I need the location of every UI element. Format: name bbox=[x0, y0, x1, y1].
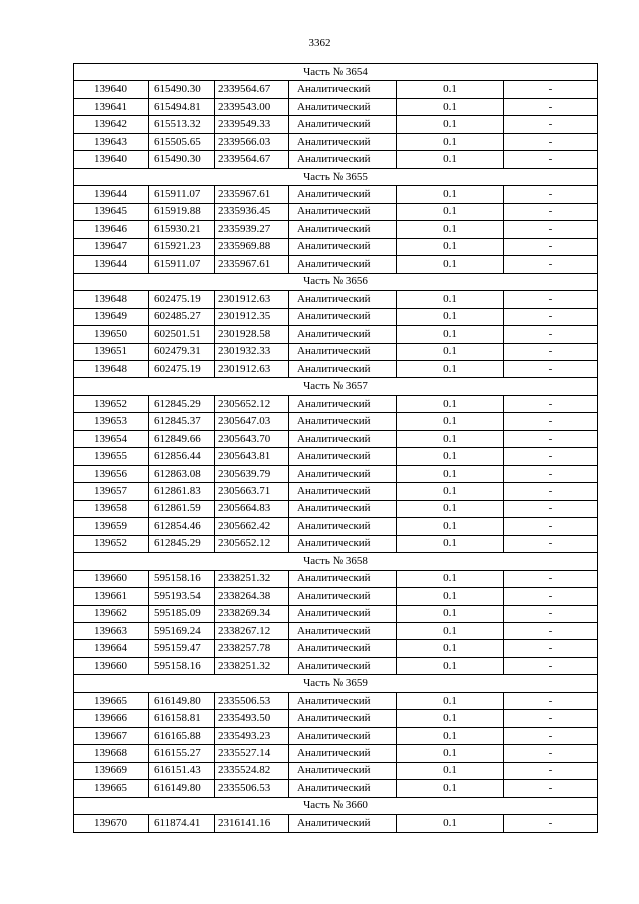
x-coordinate-cell: 615919.88 bbox=[149, 203, 215, 220]
x-coordinate-cell: 602479.31 bbox=[149, 343, 215, 360]
note-cell: - bbox=[504, 518, 598, 535]
point-number-cell: 139647 bbox=[74, 238, 149, 255]
point-number-cell: 139642 bbox=[74, 116, 149, 133]
y-coordinate-cell: 2335967.61 bbox=[215, 186, 289, 203]
accuracy-cell: 0.1 bbox=[397, 203, 504, 220]
y-coordinate-cell: 2339543.00 bbox=[215, 98, 289, 115]
note-cell: - bbox=[504, 570, 598, 587]
x-coordinate-cell: 616149.80 bbox=[149, 780, 215, 797]
table-row bbox=[74, 133, 598, 150]
note-cell: - bbox=[504, 465, 598, 482]
method-cell: Аналитический bbox=[289, 360, 397, 377]
x-coordinate-cell: 612845.29 bbox=[149, 535, 215, 552]
method-cell: Аналитический bbox=[289, 221, 397, 238]
table-row bbox=[74, 710, 598, 727]
y-coordinate-cell: 2305652.12 bbox=[215, 395, 289, 412]
note-cell: - bbox=[504, 657, 598, 674]
note-cell: - bbox=[504, 291, 598, 308]
point-number-cell: 139662 bbox=[74, 605, 149, 622]
y-coordinate-cell: 2339549.33 bbox=[215, 116, 289, 133]
point-number-cell: 139646 bbox=[74, 221, 149, 238]
point-number-cell: 139666 bbox=[74, 710, 149, 727]
table-row bbox=[74, 692, 598, 709]
y-coordinate-cell: 2335524.82 bbox=[215, 762, 289, 779]
coordinates-table bbox=[73, 63, 598, 833]
accuracy-cell: 0.1 bbox=[397, 238, 504, 255]
method-cell: Аналитический bbox=[289, 815, 397, 832]
accuracy-cell: 0.1 bbox=[397, 570, 504, 587]
accuracy-cell: 0.1 bbox=[397, 291, 504, 308]
table-row bbox=[74, 238, 598, 255]
note-cell: - bbox=[504, 98, 598, 115]
y-coordinate-cell: 2335939.27 bbox=[215, 221, 289, 238]
y-coordinate-cell: 2335936.45 bbox=[215, 203, 289, 220]
note-cell: - bbox=[504, 483, 598, 500]
point-number-cell: 139652 bbox=[74, 535, 149, 552]
y-coordinate-cell: 2301912.35 bbox=[215, 308, 289, 325]
section-header-row bbox=[74, 64, 598, 81]
x-coordinate-cell: 612856.44 bbox=[149, 448, 215, 465]
point-number-cell: 139641 bbox=[74, 98, 149, 115]
y-coordinate-cell: 2335506.53 bbox=[215, 692, 289, 709]
method-cell: Аналитический bbox=[289, 203, 397, 220]
accuracy-cell: 0.1 bbox=[397, 815, 504, 832]
y-coordinate-cell: 2338269.34 bbox=[215, 605, 289, 622]
x-coordinate-cell: 612861.83 bbox=[149, 483, 215, 500]
x-coordinate-cell: 595169.24 bbox=[149, 623, 215, 640]
note-cell: - bbox=[504, 308, 598, 325]
point-number-cell: 139667 bbox=[74, 727, 149, 744]
accuracy-cell: 0.1 bbox=[397, 640, 504, 657]
point-number-cell: 139648 bbox=[74, 360, 149, 377]
table-row bbox=[74, 500, 598, 517]
note-cell: - bbox=[504, 395, 598, 412]
point-number-cell: 139668 bbox=[74, 745, 149, 762]
point-number-cell: 139660 bbox=[74, 570, 149, 587]
accuracy-cell: 0.1 bbox=[397, 326, 504, 343]
table-row bbox=[74, 605, 598, 622]
y-coordinate-cell: 2335527.14 bbox=[215, 745, 289, 762]
table-row bbox=[74, 395, 598, 412]
x-coordinate-cell: 615490.30 bbox=[149, 81, 215, 98]
accuracy-cell: 0.1 bbox=[397, 256, 504, 273]
point-number-cell: 139660 bbox=[74, 657, 149, 674]
accuracy-cell: 0.1 bbox=[397, 710, 504, 727]
note-cell: - bbox=[504, 710, 598, 727]
point-number-cell: 139651 bbox=[74, 343, 149, 360]
point-number-cell: 139664 bbox=[74, 640, 149, 657]
method-cell: Аналитический bbox=[289, 745, 397, 762]
accuracy-cell: 0.1 bbox=[397, 343, 504, 360]
accuracy-cell: 0.1 bbox=[397, 186, 504, 203]
method-cell: Аналитический bbox=[289, 570, 397, 587]
table-row bbox=[74, 430, 598, 447]
x-coordinate-cell: 615490.30 bbox=[149, 151, 215, 168]
point-number-cell: 139640 bbox=[74, 81, 149, 98]
section-header-row bbox=[74, 675, 598, 692]
method-cell: Аналитический bbox=[289, 98, 397, 115]
table-row bbox=[74, 413, 598, 430]
table-row bbox=[74, 657, 598, 674]
x-coordinate-cell: 595193.54 bbox=[149, 588, 215, 605]
point-number-cell: 139650 bbox=[74, 326, 149, 343]
accuracy-cell: 0.1 bbox=[397, 745, 504, 762]
accuracy-cell: 0.1 bbox=[397, 448, 504, 465]
y-coordinate-cell: 2301912.63 bbox=[215, 291, 289, 308]
x-coordinate-cell: 595185.09 bbox=[149, 605, 215, 622]
method-cell: Аналитический bbox=[289, 326, 397, 343]
accuracy-cell: 0.1 bbox=[397, 623, 504, 640]
note-cell: - bbox=[504, 815, 598, 832]
point-number-cell: 139654 bbox=[74, 430, 149, 447]
table-row bbox=[74, 98, 598, 115]
table-row bbox=[74, 623, 598, 640]
method-cell: Аналитический bbox=[289, 133, 397, 150]
method-cell: Аналитический bbox=[289, 483, 397, 500]
table-row bbox=[74, 256, 598, 273]
note-cell: - bbox=[504, 116, 598, 133]
table-row bbox=[74, 640, 598, 657]
x-coordinate-cell: 612854.46 bbox=[149, 518, 215, 535]
accuracy-cell: 0.1 bbox=[397, 605, 504, 622]
y-coordinate-cell: 2335967.61 bbox=[215, 256, 289, 273]
x-coordinate-cell: 595159.47 bbox=[149, 640, 215, 657]
method-cell: Аналитический bbox=[289, 640, 397, 657]
accuracy-cell: 0.1 bbox=[397, 151, 504, 168]
note-cell: - bbox=[504, 762, 598, 779]
table-row bbox=[74, 745, 598, 762]
method-cell: Аналитический bbox=[289, 395, 397, 412]
y-coordinate-cell: 2338251.32 bbox=[215, 570, 289, 587]
method-cell: Аналитический bbox=[289, 727, 397, 744]
accuracy-cell: 0.1 bbox=[397, 360, 504, 377]
x-coordinate-cell: 615930.21 bbox=[149, 221, 215, 238]
table-row bbox=[74, 308, 598, 325]
x-coordinate-cell: 612845.37 bbox=[149, 413, 215, 430]
table-row bbox=[74, 762, 598, 779]
accuracy-cell: 0.1 bbox=[397, 413, 504, 430]
note-cell: - bbox=[504, 745, 598, 762]
x-coordinate-cell: 602501.51 bbox=[149, 326, 215, 343]
accuracy-cell: 0.1 bbox=[397, 692, 504, 709]
section-title: Часть № 3659 bbox=[74, 675, 598, 692]
table-row bbox=[74, 203, 598, 220]
x-coordinate-cell: 616158.81 bbox=[149, 710, 215, 727]
page-number: 3362 bbox=[308, 37, 331, 49]
table-row bbox=[74, 780, 598, 797]
y-coordinate-cell: 2305647.03 bbox=[215, 413, 289, 430]
method-cell: Аналитический bbox=[289, 500, 397, 517]
section-title: Часть № 3657 bbox=[74, 378, 598, 395]
point-number-cell: 139648 bbox=[74, 291, 149, 308]
x-coordinate-cell: 616149.80 bbox=[149, 692, 215, 709]
table-row bbox=[74, 116, 598, 133]
accuracy-cell: 0.1 bbox=[397, 483, 504, 500]
point-number-cell: 139649 bbox=[74, 308, 149, 325]
table-row bbox=[74, 465, 598, 482]
accuracy-cell: 0.1 bbox=[397, 116, 504, 133]
y-coordinate-cell: 2301932.33 bbox=[215, 343, 289, 360]
y-coordinate-cell: 2305643.81 bbox=[215, 448, 289, 465]
accuracy-cell: 0.1 bbox=[397, 588, 504, 605]
method-cell: Аналитический bbox=[289, 692, 397, 709]
note-cell: - bbox=[504, 588, 598, 605]
y-coordinate-cell: 2338251.32 bbox=[215, 657, 289, 674]
x-coordinate-cell: 615921.23 bbox=[149, 238, 215, 255]
method-cell: Аналитический bbox=[289, 465, 397, 482]
x-coordinate-cell: 615513.32 bbox=[149, 116, 215, 133]
accuracy-cell: 0.1 bbox=[397, 465, 504, 482]
note-cell: - bbox=[504, 186, 598, 203]
y-coordinate-cell: 2339566.03 bbox=[215, 133, 289, 150]
y-coordinate-cell: 2339564.67 bbox=[215, 151, 289, 168]
x-coordinate-cell: 602475.19 bbox=[149, 291, 215, 308]
point-number-cell: 139669 bbox=[74, 762, 149, 779]
method-cell: Аналитический bbox=[289, 710, 397, 727]
method-cell: Аналитический bbox=[289, 81, 397, 98]
accuracy-cell: 0.1 bbox=[397, 518, 504, 535]
section-title: Часть № 3658 bbox=[74, 553, 598, 570]
point-number-cell: 139645 bbox=[74, 203, 149, 220]
y-coordinate-cell: 2338267.12 bbox=[215, 623, 289, 640]
note-cell: - bbox=[504, 640, 598, 657]
x-coordinate-cell: 615911.07 bbox=[149, 186, 215, 203]
method-cell: Аналитический bbox=[289, 762, 397, 779]
method-cell: Аналитический bbox=[289, 588, 397, 605]
method-cell: Аналитический bbox=[289, 116, 397, 133]
point-number-cell: 139643 bbox=[74, 133, 149, 150]
accuracy-cell: 0.1 bbox=[397, 500, 504, 517]
table-row bbox=[74, 360, 598, 377]
method-cell: Аналитический bbox=[289, 605, 397, 622]
table-row bbox=[74, 326, 598, 343]
section-header-row bbox=[74, 797, 598, 814]
note-cell: - bbox=[504, 360, 598, 377]
method-cell: Аналитический bbox=[289, 780, 397, 797]
note-cell: - bbox=[504, 151, 598, 168]
x-coordinate-cell: 616155.27 bbox=[149, 745, 215, 762]
note-cell: - bbox=[504, 81, 598, 98]
y-coordinate-cell: 2335506.53 bbox=[215, 780, 289, 797]
y-coordinate-cell: 2305639.79 bbox=[215, 465, 289, 482]
point-number-cell: 139653 bbox=[74, 413, 149, 430]
table-row bbox=[74, 588, 598, 605]
table-row bbox=[74, 291, 598, 308]
method-cell: Аналитический bbox=[289, 623, 397, 640]
note-cell: - bbox=[504, 448, 598, 465]
table-row bbox=[74, 815, 598, 832]
method-cell: Аналитический bbox=[289, 186, 397, 203]
note-cell: - bbox=[504, 692, 598, 709]
method-cell: Аналитический bbox=[289, 308, 397, 325]
note-cell: - bbox=[504, 326, 598, 343]
accuracy-cell: 0.1 bbox=[397, 727, 504, 744]
y-coordinate-cell: 2305652.12 bbox=[215, 535, 289, 552]
note-cell: - bbox=[504, 500, 598, 517]
section-title: Часть № 3656 bbox=[74, 273, 598, 290]
section-title: Часть № 3655 bbox=[74, 168, 598, 185]
y-coordinate-cell: 2305662.42 bbox=[215, 518, 289, 535]
table-row bbox=[74, 151, 598, 168]
point-number-cell: 139655 bbox=[74, 448, 149, 465]
table-row bbox=[74, 518, 598, 535]
x-coordinate-cell: 615911.07 bbox=[149, 256, 215, 273]
x-coordinate-cell: 602485.27 bbox=[149, 308, 215, 325]
x-coordinate-cell: 616165.88 bbox=[149, 727, 215, 744]
table-row bbox=[74, 343, 598, 360]
y-coordinate-cell: 2305663.71 bbox=[215, 483, 289, 500]
point-number-cell: 139659 bbox=[74, 518, 149, 535]
table-row bbox=[74, 727, 598, 744]
method-cell: Аналитический bbox=[289, 448, 397, 465]
y-coordinate-cell: 2338264.38 bbox=[215, 588, 289, 605]
table-row bbox=[74, 483, 598, 500]
section-title: Часть № 3654 bbox=[74, 64, 598, 81]
table-row bbox=[74, 81, 598, 98]
method-cell: Аналитический bbox=[289, 535, 397, 552]
y-coordinate-cell: 2335493.50 bbox=[215, 710, 289, 727]
point-number-cell: 139657 bbox=[74, 483, 149, 500]
note-cell: - bbox=[504, 221, 598, 238]
x-coordinate-cell: 611874.41 bbox=[149, 815, 215, 832]
x-coordinate-cell: 615505.65 bbox=[149, 133, 215, 150]
accuracy-cell: 0.1 bbox=[397, 430, 504, 447]
method-cell: Аналитический bbox=[289, 238, 397, 255]
note-cell: - bbox=[504, 133, 598, 150]
y-coordinate-cell: 2305664.83 bbox=[215, 500, 289, 517]
method-cell: Аналитический bbox=[289, 343, 397, 360]
section-header-row bbox=[74, 168, 598, 185]
note-cell: - bbox=[504, 623, 598, 640]
x-coordinate-cell: 612861.59 bbox=[149, 500, 215, 517]
y-coordinate-cell: 2316141.16 bbox=[215, 815, 289, 832]
point-number-cell: 139665 bbox=[74, 780, 149, 797]
section-title: Часть № 3660 bbox=[74, 797, 598, 814]
note-cell: - bbox=[504, 343, 598, 360]
table-row bbox=[74, 186, 598, 203]
section-header-row bbox=[74, 273, 598, 290]
accuracy-cell: 0.1 bbox=[397, 81, 504, 98]
note-cell: - bbox=[504, 605, 598, 622]
note-cell: - bbox=[504, 535, 598, 552]
method-cell: Аналитический bbox=[289, 657, 397, 674]
y-coordinate-cell: 2338257.78 bbox=[215, 640, 289, 657]
x-coordinate-cell: 612845.29 bbox=[149, 395, 215, 412]
x-coordinate-cell: 595158.16 bbox=[149, 657, 215, 674]
point-number-cell: 139665 bbox=[74, 692, 149, 709]
point-number-cell: 139652 bbox=[74, 395, 149, 412]
method-cell: Аналитический bbox=[289, 430, 397, 447]
table-row bbox=[74, 570, 598, 587]
x-coordinate-cell: 612863.08 bbox=[149, 465, 215, 482]
point-number-cell: 139644 bbox=[74, 256, 149, 273]
x-coordinate-cell: 595158.16 bbox=[149, 570, 215, 587]
table-row bbox=[74, 448, 598, 465]
point-number-cell: 139656 bbox=[74, 465, 149, 482]
method-cell: Аналитический bbox=[289, 291, 397, 308]
section-header-row bbox=[74, 378, 598, 395]
accuracy-cell: 0.1 bbox=[397, 780, 504, 797]
accuracy-cell: 0.1 bbox=[397, 762, 504, 779]
section-header-row bbox=[74, 553, 598, 570]
y-coordinate-cell: 2305643.70 bbox=[215, 430, 289, 447]
method-cell: Аналитический bbox=[289, 413, 397, 430]
point-number-cell: 139640 bbox=[74, 151, 149, 168]
x-coordinate-cell: 615494.81 bbox=[149, 98, 215, 115]
y-coordinate-cell: 2301928.58 bbox=[215, 326, 289, 343]
accuracy-cell: 0.1 bbox=[397, 535, 504, 552]
accuracy-cell: 0.1 bbox=[397, 98, 504, 115]
y-coordinate-cell: 2301912.63 bbox=[215, 360, 289, 377]
x-coordinate-cell: 616151.43 bbox=[149, 762, 215, 779]
point-number-cell: 139644 bbox=[74, 186, 149, 203]
point-number-cell: 139663 bbox=[74, 623, 149, 640]
table-row bbox=[74, 535, 598, 552]
accuracy-cell: 0.1 bbox=[397, 308, 504, 325]
x-coordinate-cell: 602475.19 bbox=[149, 360, 215, 377]
note-cell: - bbox=[504, 256, 598, 273]
point-number-cell: 139661 bbox=[74, 588, 149, 605]
point-number-cell: 139658 bbox=[74, 500, 149, 517]
note-cell: - bbox=[504, 203, 598, 220]
note-cell: - bbox=[504, 430, 598, 447]
y-coordinate-cell: 2339564.67 bbox=[215, 81, 289, 98]
note-cell: - bbox=[504, 727, 598, 744]
table-body bbox=[74, 64, 598, 833]
accuracy-cell: 0.1 bbox=[397, 133, 504, 150]
accuracy-cell: 0.1 bbox=[397, 395, 504, 412]
note-cell: - bbox=[504, 413, 598, 430]
table-row bbox=[74, 221, 598, 238]
y-coordinate-cell: 2335493.23 bbox=[215, 727, 289, 744]
accuracy-cell: 0.1 bbox=[397, 221, 504, 238]
accuracy-cell: 0.1 bbox=[397, 657, 504, 674]
method-cell: Аналитический bbox=[289, 256, 397, 273]
y-coordinate-cell: 2335969.88 bbox=[215, 238, 289, 255]
note-cell: - bbox=[504, 780, 598, 797]
point-number-cell: 139670 bbox=[74, 815, 149, 832]
x-coordinate-cell: 612849.66 bbox=[149, 430, 215, 447]
method-cell: Аналитический bbox=[289, 518, 397, 535]
note-cell: - bbox=[504, 238, 598, 255]
method-cell: Аналитический bbox=[289, 151, 397, 168]
